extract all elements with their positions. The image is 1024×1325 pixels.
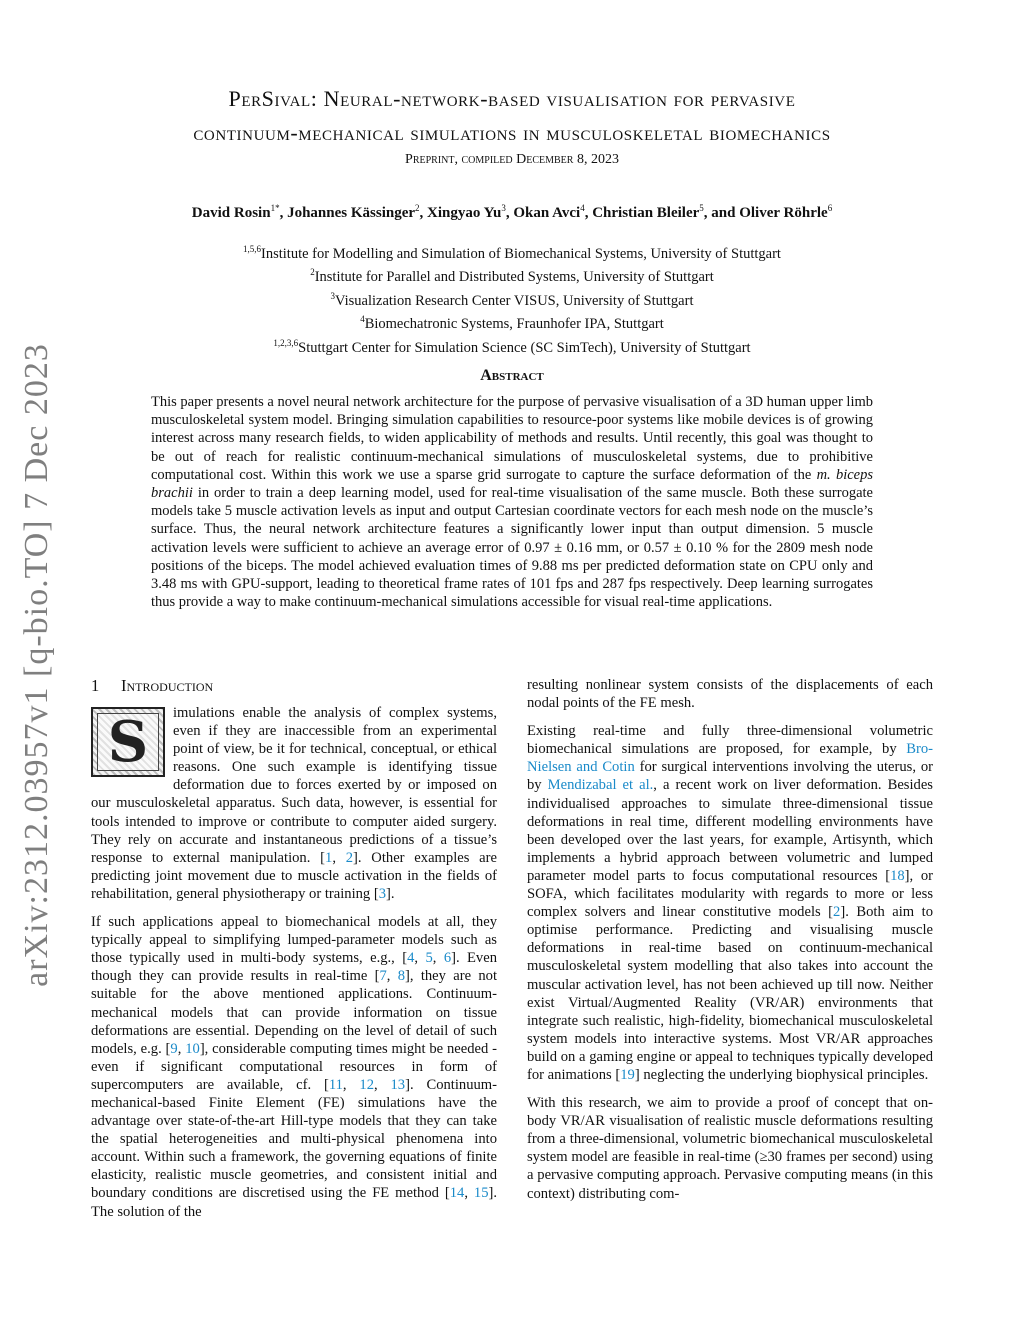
muscle-name: m. biceps brachii xyxy=(151,466,873,502)
right-column xyxy=(527,676,933,1213)
citation-link[interactable]: 5 xyxy=(425,950,433,967)
author-affil-mark: 3 xyxy=(501,203,506,213)
citation-link[interactable]: 6 xyxy=(443,950,452,967)
left-column xyxy=(91,676,497,1231)
citation-link[interactable]: 7 xyxy=(379,968,387,985)
arxiv-identifier[interactable]: arXiv:2312.03957v1 [q-bio.TO] 7 Dec 2023 xyxy=(18,343,55,987)
preprint-date: Preprint, compiled December 8, 2023 xyxy=(405,152,619,167)
title-line-2: continuum-mechanical simulations in musculoskeletal biomechanics xyxy=(193,120,831,145)
citation-link[interactable]: 2 xyxy=(345,849,354,866)
body-paragraph: resulting nonlinear system consists of the displacements of each nodal points of the FE mesh. xyxy=(527,677,933,712)
affiliation: $^4$Biomechatronic Systems, Fraunhofer IPA, Stuttgart xyxy=(360,314,664,333)
intro-paragraph-2: If such applications appeal to biomechanical models at all, they typically appeal to simplifying lumped-parameter models such as those typically used in multi-body systems, e.g., [4, 5, 6]. Even though they can provide results in real-time [7, 8], they are not suitable for the above mentioned applications. Continuum-mechanical models that can provide information on tissue deformations are essential. Depending on the level of detail of such models, e.g. [9, 10], considerable computing times might be needed - even if significant computational resources in form of supercomputers are available, cf. [11, 12, 13]. Continuum-mechanical-based Finite Element (FE) simulations have the advantage over state-of-the-art Hill-type models that they can take the spatial heterogeneities and multi-physical phenomena into account. Within such a framework, the governing equations of finite elasticity, realistic muscle geometries, and consistent initial and boundary conditions are discretised using the FE method [14, 15]. The solution of the xyxy=(91,914,498,1220)
citation-link[interactable]: 8 xyxy=(397,968,406,985)
author-affil-mark: 4 xyxy=(580,203,585,213)
citation-link[interactable]: 3 xyxy=(378,885,387,902)
body-paragraph: Existing real-time and fully three-dimensional volumetric biomechanical simulations are proposed, for example, by Bro-Nielsen and Cotin for surgical interventions involving the uterus, or by Mendizabal et al., a recent work on liver deformation. Besides individualised approaches to simulate three-dimensional tissue deformations in real time, different modelling environments have been developed over the last years, for example, Artisynth, which implements a hybrid approach between volumetric and lumped parameter model parts to focus computational resources [18], or SOFA, which facilitates modularity with regards to more or less complex solvers and linear constitutive models [2]. Both aim to optimise performance. Predicting and visualising muscle deformations in real-time based on continuum-mechanical musculoskeletal system modelling that also takes into account the muscular activation level, has not been achieved up till now. Neither exist Virtual/Augmented Reality (VR/AR) environments that integrate such realistic, high-fidelity, biomechanical musculoskeletal system models into interactive systems. Most VR/AR approaches build on a gaming engine or appeal to techniques typically developed for animations [19] neglecting the underlying biophysical principles. xyxy=(527,723,933,1083)
citation-link[interactable]: 12 xyxy=(359,1076,374,1093)
citation-link[interactable]: 10 xyxy=(185,1040,200,1057)
author-name: Xingyao Yu xyxy=(427,205,502,221)
citation-link[interactable]: 14 xyxy=(449,1185,465,1202)
abstract-body: This paper presents a novel neural network architecture for the purpose of pervasive visualisation of a 3D human upper limb musculoskeletal system model. Bringing simulation capabilities to resource-poor systems like mobile devices is of growing interest across many research fields, to widen applicability of methods and results. Until recently, this goal was thought to be out of reach for realistic continuum-mechanical simulations of musculoskeletal systems, due to prohibitive computational cost. Within this work we use a sparse grid surrogate to capture the surface deformation of the m. biceps brachii in order to train a deep learning model, used for real-time visualisation of the same muscle. Both these surrogate models take 5 muscle activation levels as input and output Cartesian coordinate vectors for each mesh node on the muscle’s surface. Thus, the neural network architecture features a significantly lower input than output dimension. 5 muscle activation levels were sufficient to achieve an average error of 0.97 ± 0.16 mm, or 0.57 ± 0.10 % for the 2809 mesh node positions of the biceps. The model achieved evaluation times of 9.88 ms per predicted deformation state on CPU only and 3.48 ms with GPU-support, leading to theoretical frame rates of 101 fps and 287 fps respectively. Deep learning surrogates thus provide a way to make continuum-mechanical simulations accessible for visual real-time applications. xyxy=(151,394,873,611)
author-affil-mark: 6 xyxy=(827,203,833,213)
title-line-1: PerSival: Neural-network-based visualisation for pervasive xyxy=(228,86,796,111)
reference-link[interactable]: Bro-Nielsen and Cotin xyxy=(527,741,933,776)
affiliation: $^3$Visualization Research Center VISUS, University of Stuttgart xyxy=(330,290,694,309)
dropcap-ornament xyxy=(91,707,165,777)
author-affil-mark: 2 xyxy=(415,203,420,213)
affiliation: $^2$Institute for Parallel and Distributed Systems, University of Stuttgart xyxy=(310,267,714,286)
section-heading-introduction: 1 Introduction xyxy=(91,676,214,695)
author-name: Oliver Röhrle xyxy=(739,205,828,221)
citation-link[interactable]: 4 xyxy=(407,950,415,967)
abstract-heading: Abstract xyxy=(480,367,544,384)
citation-link[interactable]: 19 xyxy=(620,1066,635,1083)
author-name: Christian Bleiler xyxy=(592,205,700,221)
author-affil-mark: 1* xyxy=(270,203,280,213)
citation-link[interactable]: 2 xyxy=(833,904,841,921)
affiliation-list xyxy=(100,240,924,357)
citation-link[interactable]: 18 xyxy=(890,867,905,884)
dropcap-letter: S xyxy=(97,713,159,771)
intro-paragraph-1: S imulations enable the analysis of complex systems, even if they are inaccessible from an experimental point of view, be it for technical, conceptual, or ethical reasons. One such example is identifying tissue deformation due to forces exerted by or imposed on our musculoskeletal apparatus. Such data, however, is essential for tools intended to improve or contribute to computer aided surgery. They rely on accurate and instantaneous predictions of a tissue’s response to external manipulation. [1, 2]. Other examples are predicting joint movement due to muscle activation in the fields of rehabilitation, general physiotherapy or training [3]. xyxy=(91,705,498,902)
author-list: David Rosin$^{1*}$, Johannes Kässinger$^2$, Xingyao Yu$^3$, Okan Avci$^4$, Christian Bleiler$^5$, and Oliver Röhrle$^6$ xyxy=(191,203,833,221)
citation-link[interactable]: 1 xyxy=(325,849,333,866)
reference-link[interactable]: Mendizabal et al. xyxy=(547,777,654,794)
citation-link[interactable]: 9 xyxy=(170,1040,178,1057)
affiliation: $^{1,5,6}$Institute for Modelling and Simulation of Biomechanical Systems, University of Stuttgart xyxy=(243,244,781,262)
author-name: Okan Avci xyxy=(513,205,581,221)
author-affil-mark: 5 xyxy=(699,203,704,213)
paper-title xyxy=(100,82,924,150)
citation-link[interactable]: 11 xyxy=(328,1076,343,1093)
author-name: David Rosin xyxy=(191,205,271,221)
citation-link[interactable]: 15 xyxy=(473,1185,489,1202)
citation-link[interactable]: 13 xyxy=(390,1076,406,1093)
body-paragraph: With this research, we aim to provide a proof of concept that on-body VR/AR visualisation of realistic muscle deformations resulting from a three-dimensional, volumetric biomechanical musculoskeletal system model are feasible in real-time (≥30 frames per second) using a pervasive computing approach. Pervasive computing means (in this context) distributing com- xyxy=(527,1095,933,1202)
affiliation: $^{1,2,3,6}$Stuttgart Center for Simulation Science (SC SimTech), University of Stuttgart xyxy=(273,337,751,356)
author-name: Johannes Kässinger xyxy=(287,205,416,221)
